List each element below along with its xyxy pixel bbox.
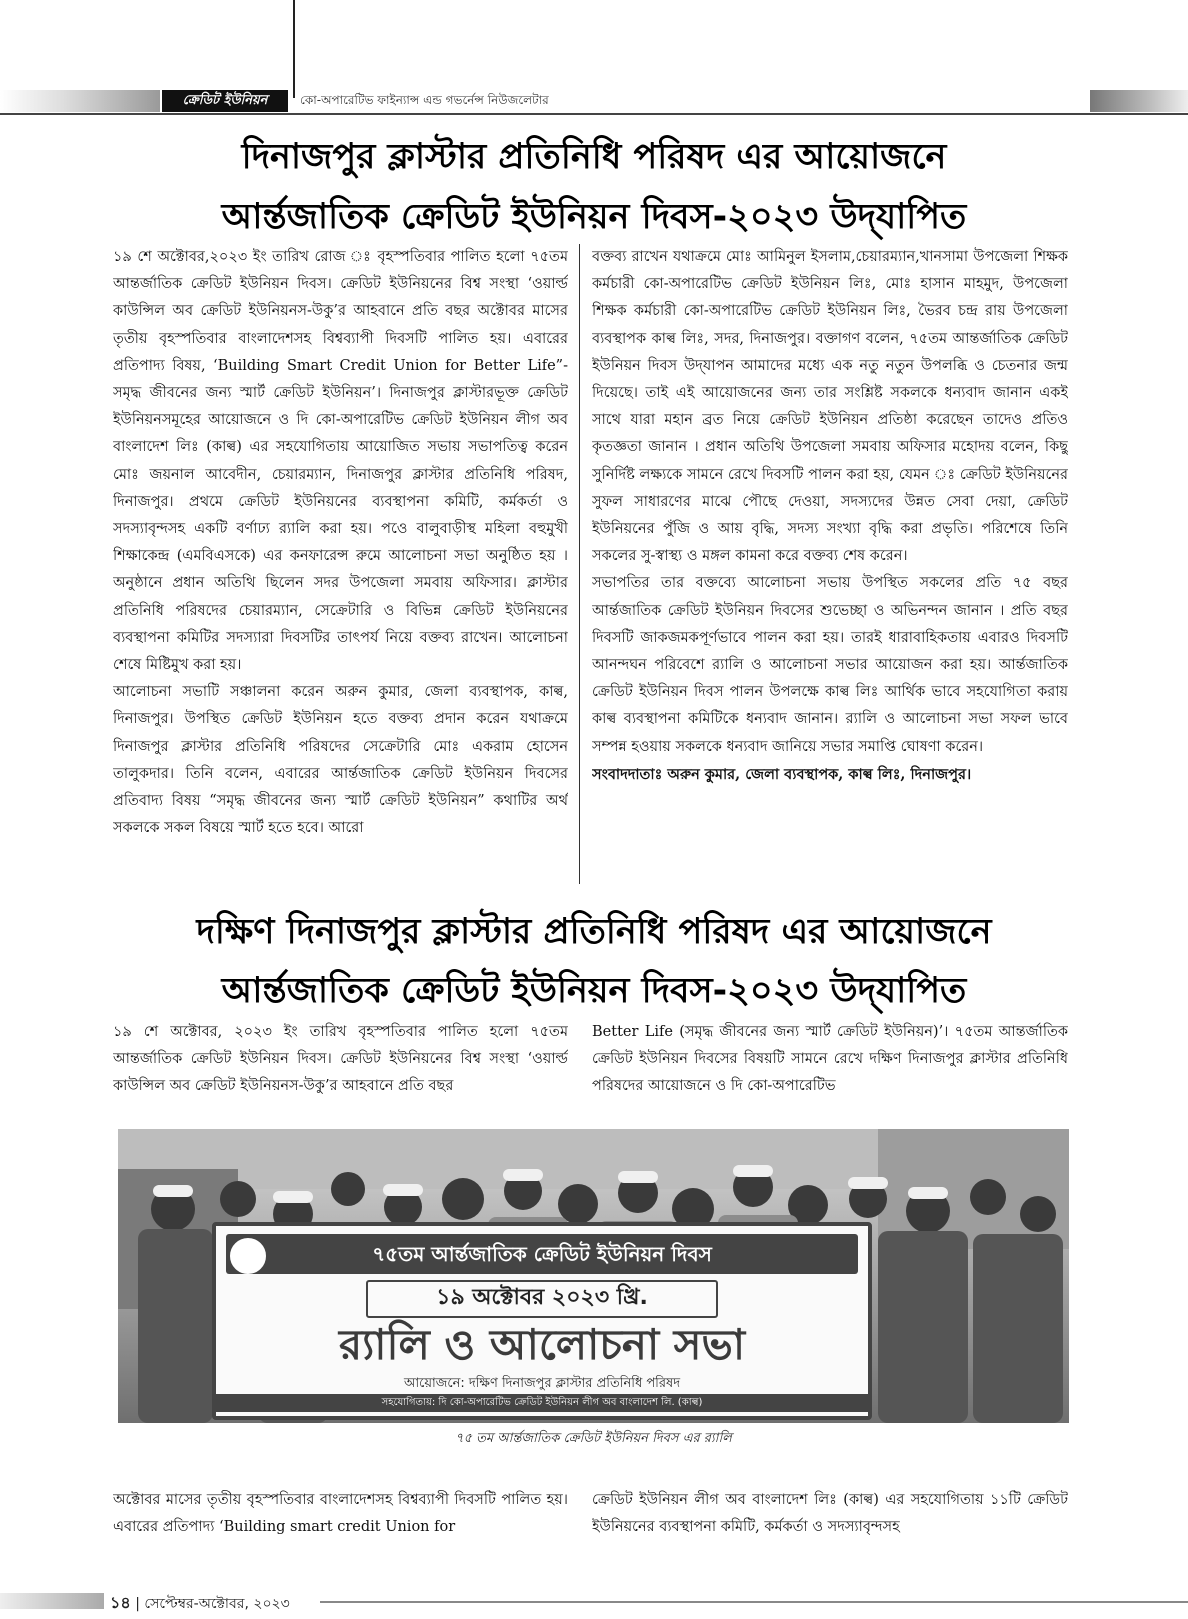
footer-rule <box>320 1601 1188 1603</box>
banner-event: র‍্যালি ও আলোচনা সভা <box>338 1320 746 1369</box>
article1-left-paragraph-1: ১৯ শে অক্টোবর,২০২৩ ইং তারিখ রোজ ঃ বৃহস্পতিবার পালিত হলো ৭৫তম আন্তর্জাতিক ক্রেডিট ইউনিয়ন দিবস। ক্রেডিট ইউনিয়নের বিশ্ব সংস্থা ‘ওয়ার্ল্ড কাউন্সিল অব ক্রেডিট ইউনিয়নস-উকু’র আহবানে প্রতি বছর অক্টোবর মাসের তৃতীয় বৃহস্পতিবার বাংলাদেশসহ বিশ্বব্যাপী দিবসটি পালিত হয়। এবারের প্রতিপাদ্য বিষয়, ‘Building Smart Credit Union for Better Life”- সমৃদ্ধ জীবনের জন্য স্মার্ট ক্রেডিট ইউনিয়ন’। দিনাজপুর ক্লাস্টারভূক্ত ক্রেডিট ইউনিয়নসমূহের আয়োজনে ও দি কো-অপারেটিভ ক্রেডিট ইউনিয়ন লীগ অব বাংলাদেশ লিঃ (কাল্ব) এর সহযোগিতায় আয়োজিত সভায় সভাপতিত্ব করেন মোঃ জয়নাল আবেদীন, চেয়ারম্যান, দিনাজপুর ক্লাস্টার প্রতিনিধি পরিষদ, দিনাজপুর। প্রথমে ক্রেডিট ইউনিয়নের ব্যবস্থাপনা কমিটি, কর্মকর্তা ও সদস্যাবৃন্দসহ একটি বর্ণাঢ্য র‍্যালি করা হয়। পওে বালুবাড়ীস্থ মহিলা বহুমুখী শিক্ষাকেন্দ্র (এমবিএসকে) এর কনফারেন্স রুমে আলোচনা সভা অনুষ্ঠিত হয় । অনুষ্ঠানে প্রধান অতিথি ছিলেন সদর উপজেলা সমবায় অফিসার। ক্লাস্টার প্রতিনিধি পরিষদের চেয়ারম্যান, সেক্রেটারি ও বিভিন্ন ক্রেডিট ইউনিয়নের ব্যবস্থাপনা কমিটির সদস্যারা দিবসটির তাৎপর্য নিয়ে বক্তব্য রাখেন। আলোচনা শেষে মিষ্টিমুখ করা হয়। <box>113 249 568 674</box>
article1-byline: সংবাদদাতাঃ অরুন কুমার, জেলা ব্যবস্থাপক, কাল্ব লিঃ, দিনাজপুর। <box>592 765 972 783</box>
article2-left-top-column <box>113 1019 568 1103</box>
article1-right-paragraph-1: বক্তব্য রাখেন যথাক্রমে মোঃ আমিনুল ইসলাম,চেয়ারম্যান,খানসামা উপজেলা শিক্ষক কর্মচারী কো-অপারেটিভ ক্রেডিট ইউনিয়ন লিঃ, মোঃ হাসান মাহমুদ, উপজেলা শিক্ষক কর্মচারী কো-অপারেটিভ ক্রেডিট ইউনিয়ন লিঃ, ভৈরব চন্দ্র রায় উপজেলা ব্যবস্থাপক কাল্ব লিঃ, সদর, দিনাজপুর। বক্তাগণ বলেন, ৭৫তম আন্তর্জাতিক ক্রেডিট ইউনিয়ন দিবস উদ্‌যাপন আমাদের মধ্যে এক নতু নতুন উপলব্ধি ও চেতনার জন্ম দিয়েছে। তাই এই আয়োজনের জন্য তার সংশ্লিষ্ট সকলকে ধন্যবাদ জানান একই সাথে যারা মহান ব্রত নিয়ে ক্রেডিট ইউনিয়ন প্রতিষ্ঠা করেছেন তাদেও প্রতিও কৃতজ্ঞতা জানান । প্রধান অতিথি উপজেলা সমবায় অফিসার মহোদয় বলেন, কিছু সুনির্দিষ্ট লক্ষ্যকে সামনে রেখে দিবসটি পালন করা হয়, যেমন ঃ ক্রেডিট ইউনিয়নের সুফল সাধারণের মাঝে পৌছে দেওয়া, সদস্যদের উন্নত সেবা দেয়া, ক্রেডিট ইউনিয়নের পুঁজি ও আয় বৃদ্ধি, সদস্য সংখ্যা বৃদ্ধি করা প্রভৃতি। পরিশেষে তিনি সকলের সু-স্বাস্থ্য ও মঙ্গল কামনা করে বক্তব্য শেষ করেন। <box>592 249 1068 565</box>
article1-right-column <box>592 244 1068 888</box>
photo-caption: ৭৫ তম আর্ন্তজাতিক ক্রেডিট ইউনিয়ন দিবস এর র‍্যালি <box>455 1431 732 1446</box>
article1-headline-line1: দিনাজপুর ক্লাস্টার প্রতিনিধি পরিষদ এর আয়োজনে <box>241 137 947 177</box>
banner-title: ৭৫তম আর্ন্তজাতিক ক্রেডিট ইউনিয়ন দিবস <box>226 1234 858 1274</box>
article1-right-paragraph-2: সভাপতির তার বক্তব্যে আলোচনা সভায় উপস্থিত সকলের প্রতি ৭৫ বছর আর্ন্তজাতিক ক্রেডিট ইউনিয়ন দিবসের শুভেচ্ছা ও অভিনন্দন জানান । প্রতি বছর দিবসটি জাকজমকপূর্ণভাবে পালন করা হয়। তারই ধারাবাহিকতায় এবারও দিবসটি আনন্দঘন পরিবেশে র‍্যালি ও আলোচনা সভার আয়োজন করা হয়। আর্ন্তজাতিক ক্রেডিট ইউনিয়ন দিবস পালন উপলক্ষে কাল্ব লিঃ আর্থিক ভাবে সহযোগিতা করায় কাল্ব ব্যবস্থাপনা কমিটিকে ধন্যবাদ জানান। র‍্যালি ও আলোচনা সভা সফল ভাবে সম্পন্ন হওয়ায় সকলকে ধন্যবাদ জানিয়ে সভার সমাপ্তি ঘোষণা করেন। <box>592 575 1068 755</box>
article2-left-bottom-column <box>113 1487 568 1545</box>
issue-date: সেপ্টেম্বর-অক্টোবর, ২০২৩ <box>144 1596 290 1612</box>
header-rule <box>0 113 1188 115</box>
article1-headline-line2: আর্ন্তজাতিক ক্রেডিট ইউনিয়ন দিবস-২০২৩ উদ্‌যাপিত <box>221 197 967 237</box>
header-gradient-left <box>0 90 160 112</box>
page-number: ১৪ <box>110 1593 131 1612</box>
rally-banner <box>212 1222 872 1420</box>
article1-left-paragraph-2: আলোচনা সভাটি সঞ্চালনা করেন অরুন কুমার, জেলা ব্যবস্থাপক, কাল্ব, দিনাজপুর। উপস্থিত ক্রেডিট ইউনিয়ন হতে বক্তব্য প্রদান করেন যথাক্রমে দিনাজপুর ক্লাস্টার প্রতিনিধি পরিষদের সেক্রেটারি মোঃ একরাম হোসেন তালুকদার। তিনি বলেন, এবারের আর্ন্তজাতিক ক্রেডিট ইউনিয়ন দিবসের প্রতিবাদ্য বিষয় “সমৃদ্ধ জীবনের জন্য স্মার্ট ক্রেডিট ইউনিয়ন” কথাটির অর্থ সকলকে সকল বিষয়ে স্মার্ট হতে হবে। আরো <box>113 684 568 837</box>
banner-date: ১৯ অক্টোবর ২০২৩ খ্রি. <box>366 1280 718 1318</box>
article1-left-column <box>113 244 568 876</box>
article2-headline-line1: দক্ষিণ দিনাজপুর ক্লাস্টার প্রতিনিধি পরিষদ এর আয়োজনে <box>196 912 992 952</box>
article2-headline-line2: আর্ন্তজাতিক ক্রেডিট ইউনিয়ন দিবস-২০২৩ উদ্‌যাপিত <box>221 971 967 1011</box>
article2-left-bottom-paragraph: অক্টোবর মাসের তৃতীয় বৃহস্পতিবার বাংলাদেশসহ বিশ্বব্যাপী দিবসটি পালিত হয়। এবারের প্রতিপাদ্য ‘Building smart credit Union for <box>113 1492 568 1536</box>
article2-right-top-paragraph: Better Life (সমৃদ্ধ জীবনের জন্য স্মার্ট ক্রেডিট ইউনিয়ন)’। ৭৫তম আন্তর্জাতিক ক্রেডিট ইউনিয়ন দিবসের বিষয়টি সামনে রেখে দক্ষিণ দিনাজপুর ক্লাস্টার প্রতিনিধি পরিষদের আয়োজনে ও দি কো-অপারেটিভ <box>592 1024 1068 1095</box>
banner-support: সহযোগিতায়: দি কো-অপারেটিভ ক্রেডিট ইউনিয়ন লীগ অব বাংলাদেশ লি. (কাল্ব) <box>216 1394 868 1412</box>
article1-column-divider <box>579 244 580 884</box>
footer <box>110 1590 290 1617</box>
banner-organizer: আয়োজনে: দক্ষিণ দিনাজপুর ক্লাস্টার প্রতিনিধি পরিষদ <box>403 1376 681 1391</box>
header-vertical-rule <box>293 0 295 98</box>
footer-separator: | <box>135 1596 145 1612</box>
credit-union-emblem-icon <box>230 1238 266 1274</box>
article2-right-bottom-column <box>592 1487 1068 1545</box>
article2-left-top-paragraph: ১৯ শে অক্টোবর, ২০২৩ ইং তারিখ বৃহস্পতিবার পালিত হলো ৭৫তম আন্তর্জাতিক ক্রেডিট ইউনিয়ন দিবস। ক্রেডিট ইউনিয়নের বিশ্ব সংস্থা ‘ওয়ার্ল্ড কাউন্সিল অব ক্রেডিট ইউনিয়নস-উকু’র আহবানে প্রতি বছর <box>113 1024 568 1095</box>
article2-right-top-column <box>592 1019 1068 1103</box>
newsletter-logo: ক্রেডিট ইউনিয়ন <box>162 90 288 112</box>
article2-right-bottom-paragraph: ক্রেডিট ইউনিয়ন লীগ অব বাংলাদেশ লিঃ (কাল্ব) এর সহযোগিতায় ১১টি ক্রেডিট ইউনিয়নের ব্যবস্থাপনা কমিটি, কর্মকর্তা ও সদস্যাবৃন্দসহ <box>592 1492 1068 1536</box>
header-gradient-right <box>1090 90 1188 112</box>
footer-gradient <box>0 1593 104 1609</box>
newsletter-title: কো-অপারেটিভ ফাইন্যান্স এন্ড গভর্নেন্স নিউজলেটার <box>300 93 549 107</box>
